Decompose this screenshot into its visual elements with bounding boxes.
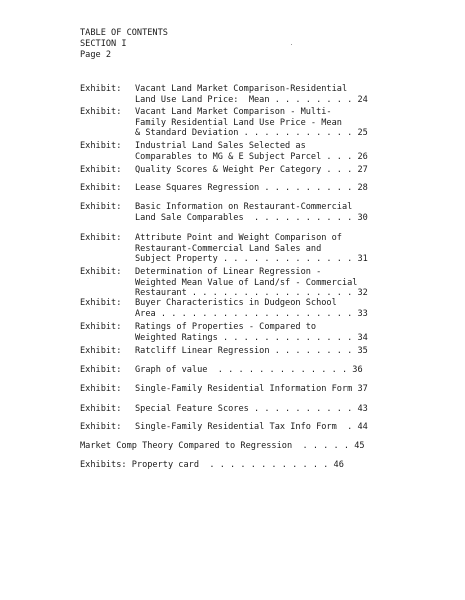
toc-entry-line: Graph of value . . . . . . . . . . . . . 36: [135, 365, 363, 375]
toc-entry-line: Restaurant . . . . . . . . . . . . . . . . 32: [135, 288, 368, 299]
toc-entry-text: [80, 441, 380, 452]
toc-entry-line: Weighted Mean Value of Land/sf - Commercial: [135, 277, 358, 288]
scan-speck: [291, 44, 292, 45]
toc-entry-text: [135, 107, 380, 139]
toc-entry-line: Land Sale Comparables . . . . . . . . . . 30: [135, 212, 368, 223]
toc-entry-line: Land Use Land Price: Mean . . . . . . . . 24: [135, 94, 368, 105]
toc-entry-text: [135, 384, 380, 395]
toc-entry-text: [135, 141, 380, 162]
toc-header: [80, 28, 168, 61]
toc-entry-label: Exhibit:: [80, 404, 122, 414]
toc-entry-text: [135, 165, 380, 176]
section-label: SECTION I: [80, 39, 127, 49]
toc-entry-line: Attribute Point and Weight Comparison of: [135, 233, 342, 243]
toc-entry-line: Area . . . . . . . . . . . . . . . . . . . 33: [135, 308, 368, 319]
toc-entry-line: Vacant Land Market Comparison - Multi-: [135, 107, 332, 117]
toc-entry-line: Vacant Land Market Comparison-Residential: [135, 84, 348, 94]
toc-entry-label: Exhibit:: [80, 298, 122, 308]
toc-entry-line: & Standard Deviation . . . . . . . . . . . 25: [135, 128, 368, 139]
toc-entry-text: [135, 404, 380, 415]
toc-entry-label: Exhibit:: [80, 183, 122, 193]
toc-entry-label: Exhibit:: [80, 202, 122, 212]
toc-entry-text: [135, 346, 380, 357]
page-number: Page 2: [80, 50, 112, 60]
toc-entry-line: Basic Information on Restaurant-Commercial: [135, 202, 353, 212]
toc-entry-label: Exhibit:: [80, 84, 122, 94]
toc-entry-line: Lease Squares Regression . . . . . . . . . 28: [135, 183, 368, 193]
toc-entry-line: Single-Family Residential Information Form 37: [135, 384, 368, 394]
toc-entry-line: Family Residential Land Use Price - Mean: [135, 117, 342, 128]
toc-entry-line: Market Comp Theory Compared to Regression . . . . . 45: [80, 441, 365, 451]
toc-entry-line: Subject Property . . . . . . . . . . . . . 31: [135, 254, 368, 265]
toc-entry-label: Exhibit:: [80, 267, 122, 277]
toc-entry-line: Buyer Characteristics in Dudgeon School: [135, 298, 337, 308]
toc-entry-text: [135, 298, 380, 319]
toc-entry-line: Determination of Linear Regression -: [135, 267, 322, 277]
toc-entry-text: [135, 365, 380, 376]
toc-entry-label: Exhibit:: [80, 141, 122, 151]
toc-entry-line: Restaurant-Commercial Land Sales and: [135, 243, 322, 254]
toc-title: TABLE OF CONTENTS: [80, 28, 168, 38]
toc-entry-line: Weighted Ratings . . . . . . . . . . . . . 34: [135, 332, 368, 343]
toc-entry-label: Exhibit:: [80, 233, 122, 243]
toc-entry-line: Special Feature Scores . . . . . . . . . . 43: [135, 404, 368, 414]
toc-entry-text: [135, 233, 380, 265]
toc-entry-line: Ratings of Properties - Compared to: [135, 322, 317, 332]
toc-entry-label: Exhibit:: [80, 107, 122, 117]
toc-entry-text: [135, 84, 380, 105]
toc-entry-label: Exhibit:: [80, 365, 122, 375]
toc-entry-line: Ratcliff Linear Regression . . . . . . . . 35: [135, 346, 368, 356]
toc-entry-label: Exhibit:: [80, 384, 122, 394]
toc-entry-line: Single-Family Residential Tax Info Form . 44: [135, 422, 368, 432]
toc-entry-line: Quality Scores & Weight Per Category . . . 27: [135, 165, 368, 175]
toc-entry-label: Exhibit:: [80, 165, 122, 175]
toc-entry-label: Exhibit:: [80, 322, 122, 332]
toc-entry-line: Comparables to MG & E Subject Parcel . . . 26: [135, 151, 368, 162]
toc-entry-text: [135, 422, 380, 433]
toc-entry-line: Industrial Land Sales Selected as: [135, 141, 306, 151]
toc-entry-text: [135, 322, 380, 343]
toc-entry-line: Exhibits: Property card . . . . . . . . . . . . 46: [80, 460, 344, 470]
toc-entry-text: [135, 267, 380, 299]
toc-entry-text: [135, 183, 380, 194]
toc-entry-label: Exhibit:: [80, 346, 122, 356]
toc-entry-text: [135, 202, 380, 223]
toc-entry-label: Exhibit:: [80, 422, 122, 432]
toc-entry-text: [80, 460, 380, 471]
